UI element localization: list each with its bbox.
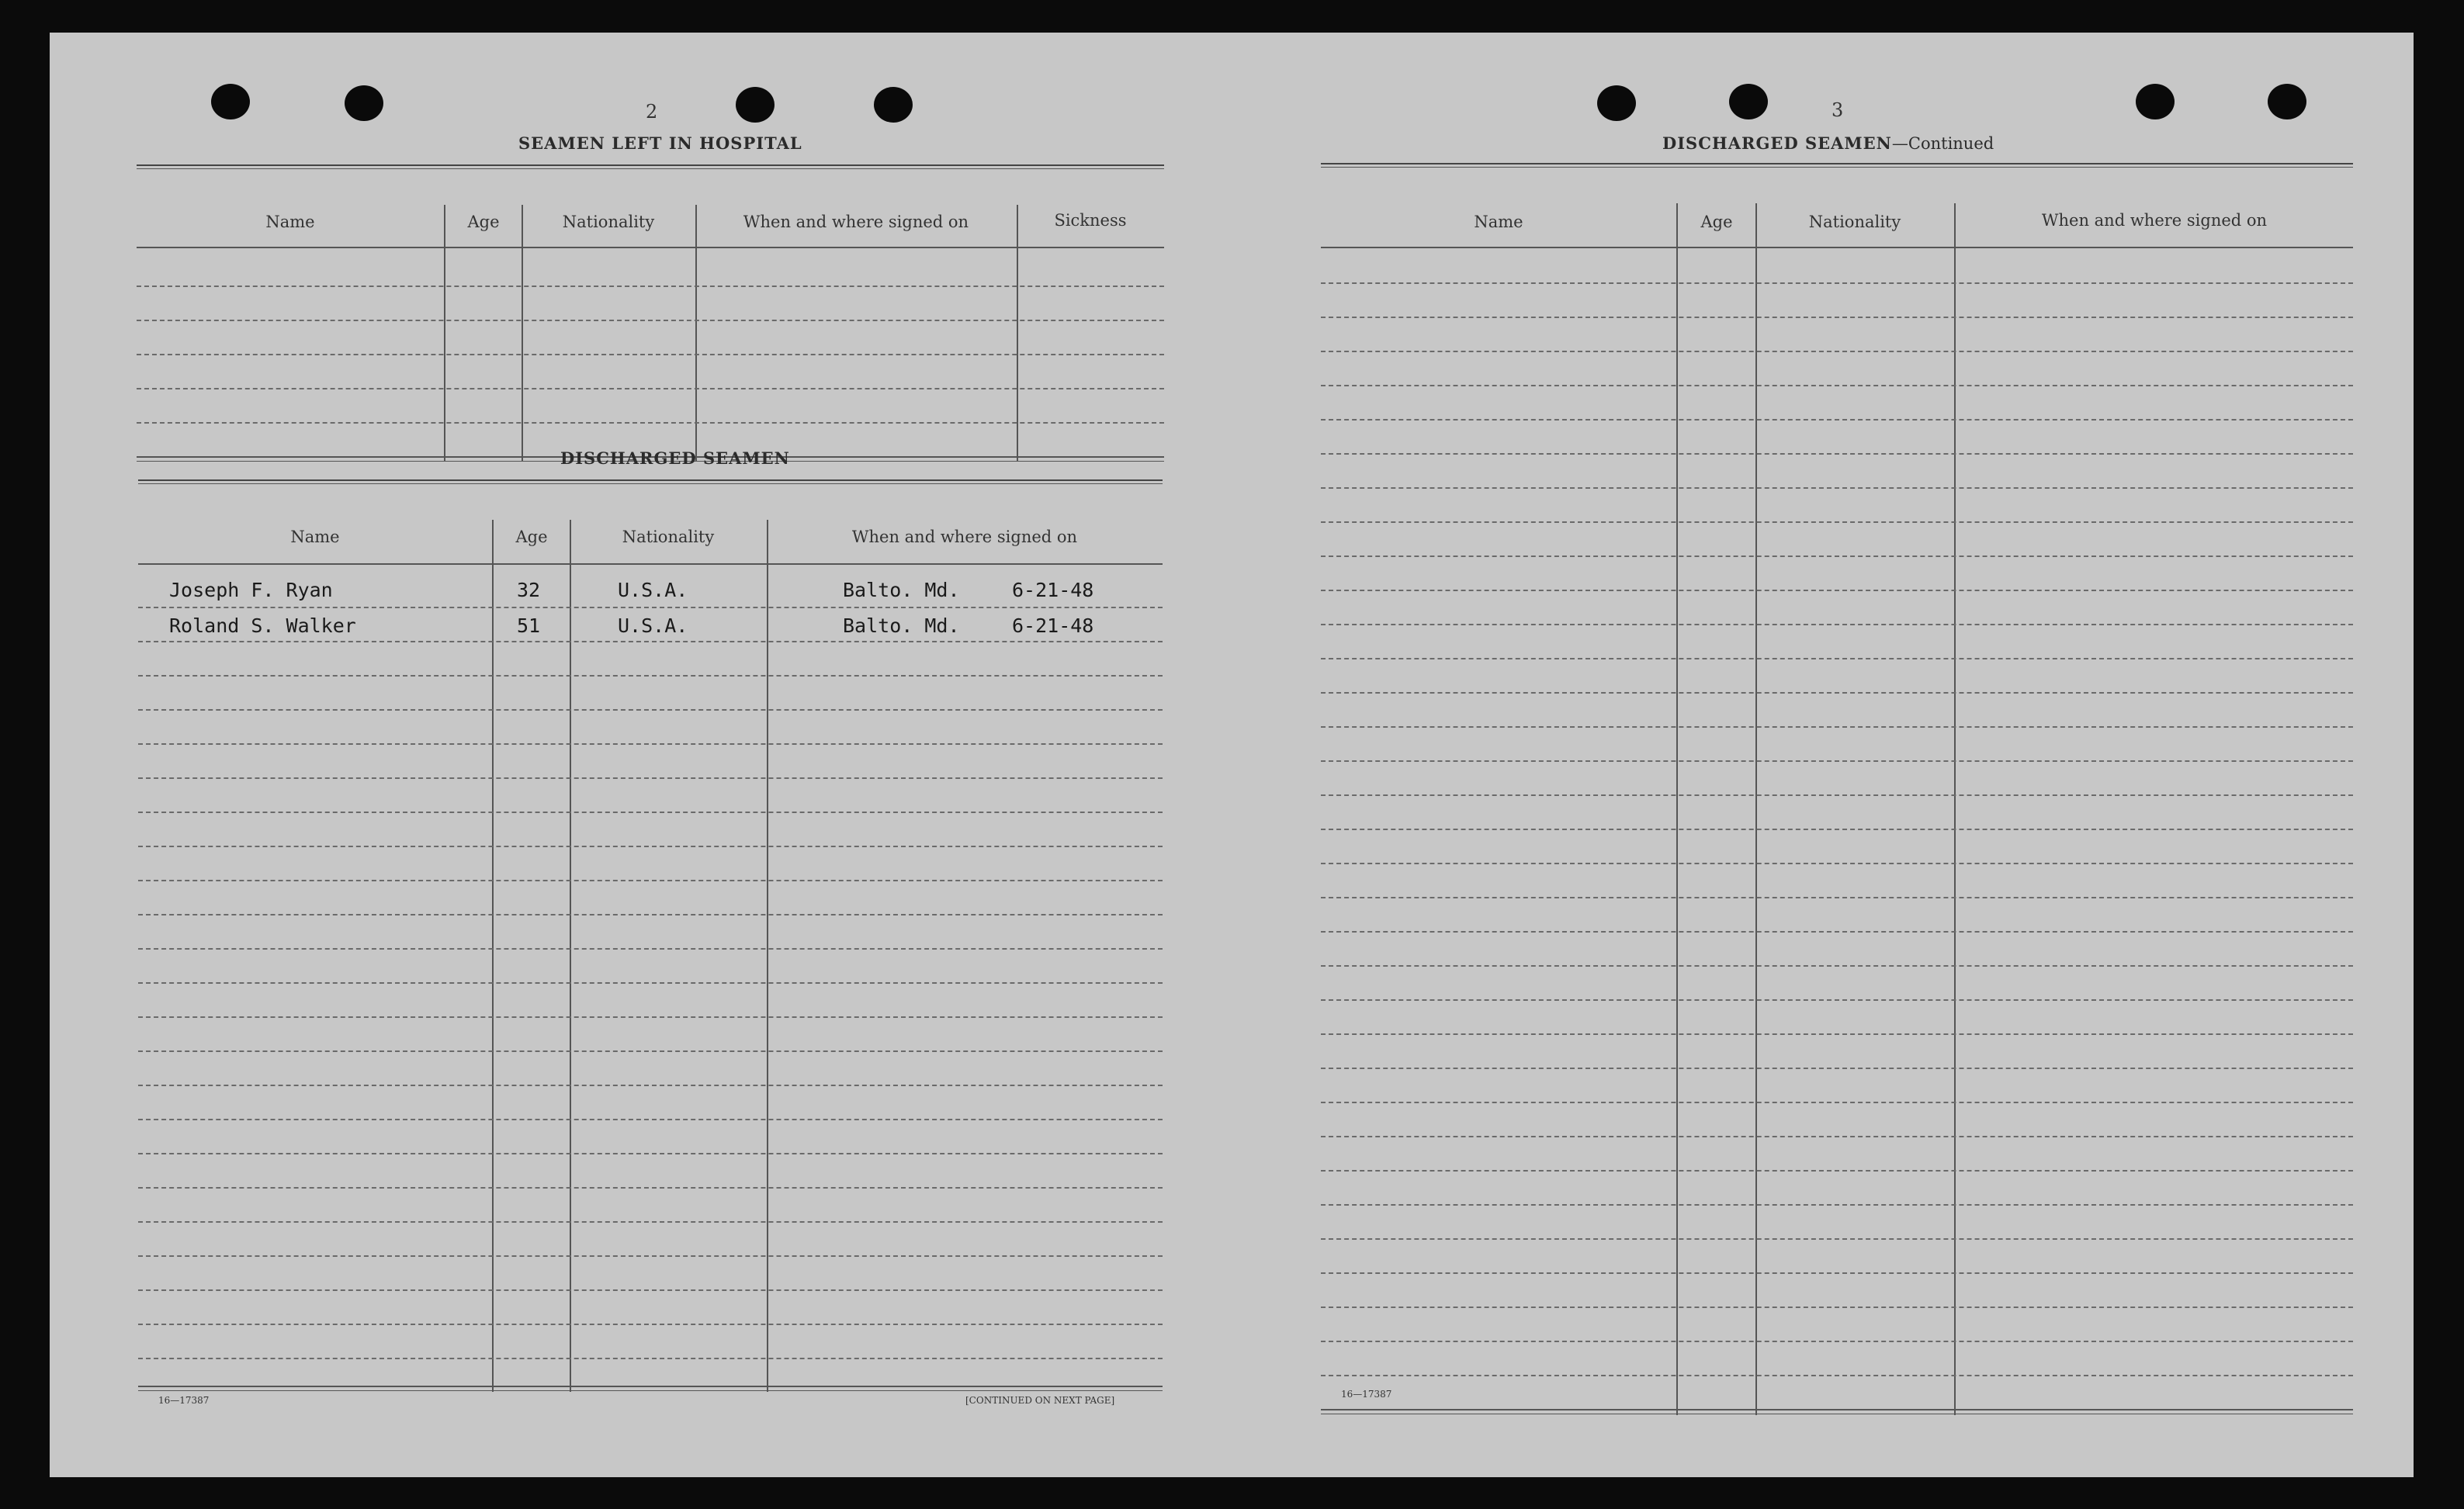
- table-row: [1321, 999, 2353, 1001]
- discharged-table: [138, 478, 1163, 1392]
- table-row: [1321, 453, 2353, 455]
- discharged-header-nationality: Nationality: [622, 528, 715, 546]
- table-row: [1321, 794, 2353, 796]
- table-row: [138, 1187, 1163, 1189]
- table-row: [1321, 1170, 2353, 1172]
- table-row: [138, 1085, 1163, 1086]
- discharged-continued-title: [1662, 133, 1994, 153]
- table-row: [1321, 692, 2353, 694]
- table-row: [1321, 897, 2353, 898]
- continued-header-nationality: Nationality: [1808, 213, 1901, 231]
- table-row: [138, 948, 1163, 950]
- punch-hole: [345, 85, 383, 121]
- punch-hole: [2268, 84, 2306, 119]
- crew-name: Joseph F. Ryan: [169, 579, 333, 601]
- table-row: [137, 354, 1164, 355]
- crew-age: 32: [517, 579, 541, 601]
- crew-name: Roland S. Walker: [169, 614, 356, 637]
- continued-header-age: Age: [1700, 213, 1733, 231]
- table-row: [1321, 1375, 2353, 1376]
- table-row: [138, 1289, 1163, 1291]
- page-number-left: 2: [646, 101, 658, 123]
- table-row: [1321, 624, 2353, 625]
- table-row: [138, 709, 1163, 711]
- table-row: [1321, 829, 2353, 830]
- table-row: [137, 320, 1164, 321]
- table-row: [1321, 1033, 2353, 1035]
- hospital-header-name: Name: [265, 213, 315, 231]
- form-number-right: 16—17387: [1341, 1389, 1392, 1400]
- punch-hole: [1597, 85, 1636, 121]
- table-row: [138, 1016, 1163, 1018]
- table-row: [138, 607, 1163, 608]
- table-row: [1321, 385, 2353, 386]
- table-row: [138, 641, 1163, 642]
- table-row: [1321, 282, 2353, 284]
- table-row: [138, 777, 1163, 779]
- crew-signed-place: Balto. Md.: [843, 579, 960, 601]
- hospital-table: [137, 163, 1164, 462]
- continued-note: [CONTINUED ON NEXT PAGE]: [965, 1395, 1115, 1406]
- table-row: [1321, 555, 2353, 557]
- hospital-title: SEAMEN LEFT IN HOSPITAL: [518, 133, 802, 153]
- table-row: [138, 1324, 1163, 1325]
- table-row: [137, 286, 1164, 287]
- crew-signed-date: 6-21-48: [1012, 614, 1094, 637]
- continued-header-signed-on: When and where signed on: [2041, 211, 2268, 230]
- discharged-header-signed-on: When and where signed on: [851, 528, 1078, 546]
- table-row: [138, 846, 1163, 847]
- discharged-header-age: Age: [515, 528, 548, 546]
- discharged-continued-title-main: DISCHARGED SEAMEN: [1662, 133, 1892, 153]
- table-row: [1321, 351, 2353, 352]
- document-sheet: [50, 33, 2414, 1477]
- crew-nationality: U.S.A.: [618, 614, 688, 637]
- punch-hole: [736, 87, 775, 123]
- table-row: [1321, 521, 2353, 523]
- discharged-continued-title-suffix: —Continued: [1891, 134, 1994, 153]
- crew-signed-date: 6-21-48: [1012, 579, 1094, 601]
- table-row: [1321, 419, 2353, 421]
- crew-nationality: U.S.A.: [618, 579, 688, 601]
- table-row: [1321, 863, 2353, 864]
- table-row: [137, 388, 1164, 389]
- table-row: [1321, 760, 2353, 762]
- table-row: [1321, 1136, 2353, 1137]
- table-row: [138, 1255, 1163, 1257]
- hospital-header-nationality: Nationality: [562, 213, 655, 231]
- page-number-right: 3: [1832, 99, 1844, 121]
- table-row: [138, 880, 1163, 881]
- table-row: [1321, 658, 2353, 659]
- crew-signed-place: Balto. Md.: [843, 614, 960, 637]
- table-row: [1321, 726, 2353, 728]
- table-row: [138, 1153, 1163, 1154]
- table-row: [138, 982, 1163, 984]
- table-row: [138, 1358, 1163, 1359]
- punch-hole: [211, 84, 250, 119]
- table-row: [138, 1119, 1163, 1120]
- table-row: [138, 743, 1163, 745]
- table-row: [1321, 931, 2353, 933]
- discharged-continued-table: [1321, 161, 2353, 1414]
- table-row: [1321, 1307, 2353, 1308]
- table-row: [1321, 965, 2353, 967]
- table-row: [137, 422, 1164, 424]
- table-row: [1321, 590, 2353, 591]
- table-row: [138, 812, 1163, 813]
- punch-hole: [2136, 84, 2175, 119]
- punch-hole: [1729, 84, 1768, 119]
- table-row: [1321, 1068, 2353, 1069]
- table-row: [1321, 487, 2353, 489]
- table-row: [1321, 1204, 2353, 1206]
- punch-hole: [874, 87, 913, 123]
- form-number-left: 16—17387: [158, 1395, 210, 1406]
- table-row: [138, 675, 1163, 677]
- table-row: [1321, 1341, 2353, 1342]
- discharged-header-name: Name: [290, 528, 340, 546]
- hospital-header-age: Age: [467, 213, 500, 231]
- discharged-title: DISCHARGED SEAMEN: [560, 448, 790, 468]
- table-row: [138, 1221, 1163, 1223]
- table-row: [1321, 1272, 2353, 1274]
- table-row: [138, 1050, 1163, 1052]
- crew-age: 51: [517, 614, 541, 637]
- hospital-header-sickness: Sickness: [1054, 211, 1127, 230]
- table-row: [1321, 1102, 2353, 1103]
- hospital-header-signed-on: When and where signed on: [743, 213, 969, 231]
- table-row: [1321, 1238, 2353, 1240]
- continued-header-name: Name: [1474, 213, 1523, 231]
- table-row: [138, 914, 1163, 915]
- table-row: [1321, 317, 2353, 318]
